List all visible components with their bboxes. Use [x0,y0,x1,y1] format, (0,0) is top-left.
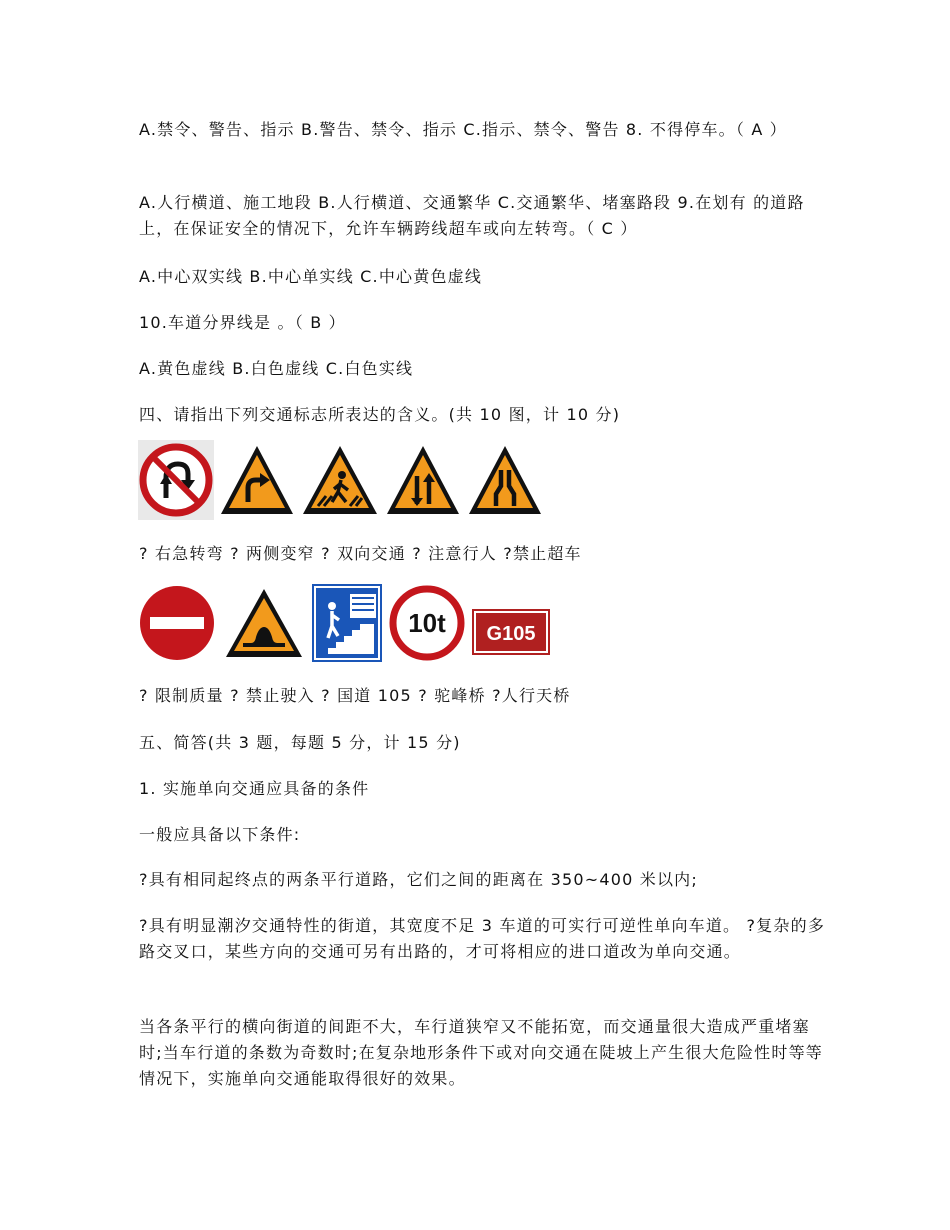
route-number-text: G105 [486,623,536,645]
sign-answers-row-1: ? 右急转弯 ? 两侧变窄 ? 双向交通 ? 注意行人 ?禁止超车 [139,544,582,563]
question-10: 10.车道分界线是 。（ B ） [139,313,346,332]
weight-limit-sign-icon [389,584,465,662]
sign-row-2 [138,584,550,662]
condition-1: ?具有相同起终点的两条平行道路，它们之间的距离在 350~400 米以内; [139,870,698,889]
section-five-heading: 五、简答(共 3 题，每题 5 分，计 15 分) [139,733,461,752]
pedestrian-overpass-sign-icon [312,584,382,662]
road-narrows-both-sides-sign-icon [466,442,544,518]
no-overtaking-u-turn-sign-icon [138,440,214,520]
question-10-choices: A.黄色虚线 B.白色虚线 C.白色实线 [139,359,414,378]
weight-limit-text: 10t [408,608,446,638]
sign-answers-row-2: ? 限制质量 ? 禁止驶入 ? 国道 105 ? 驼峰桥 ?人行天桥 [139,686,571,705]
hump-bridge-sign-icon [223,585,305,661]
question-8-options: A.禁令、警告、指示 B.警告、禁令、指示 C.指示、禁令、警告 8. 不得停车。（ A ） [139,120,787,139]
answer-conclusion: 当各条平行的横向街道的间距不大，车行道狭窄又不能拓宽，而交通量很大造成严重堵塞时;当车行道的条数为奇数时;在复杂地形条件下或对向交通在陡坡上产生很大危险性时等等情况下，实施单向交通能取得很好的效果。 [139,1017,823,1088]
condition-2-3: ?具有明显潮汐交通特性的街道，其宽度不足 3 车道的可实行可逆性单向车道。 ?复杂的多路交叉口，某些方向的交通可另有出路的，才可将相应的进口道改为单向交通。 [139,916,826,961]
question-9-choices: A.中心双实线 B.中心单实线 C.中心黄色虚线 [139,267,483,286]
sign-row-1 [138,440,544,520]
question-9-options: A.人行横道、施工地段 B.人行横道、交通繁华 C.交通繁华、堵塞路段 9.在划有 的道路上，在保证安全的情况下，允许车辆跨线超车或向左转弯。（ C ） [139,193,805,238]
pedestrian-warning-sign-icon [300,442,380,518]
answer-intro: 一般应具备以下条件: [139,825,301,844]
two-way-traffic-sign-icon [384,442,462,518]
section-four-heading: 四、请指出下列交通标志所表达的含义。(共 10 图，计 10 分) [139,405,621,424]
sharp-right-curve-sign-icon [218,442,296,518]
short-answer-1-question: 1. 实施单向交通应具备的条件 [139,779,370,798]
no-entry-sign-icon [138,584,216,662]
national-highway-sign-icon [472,609,550,655]
